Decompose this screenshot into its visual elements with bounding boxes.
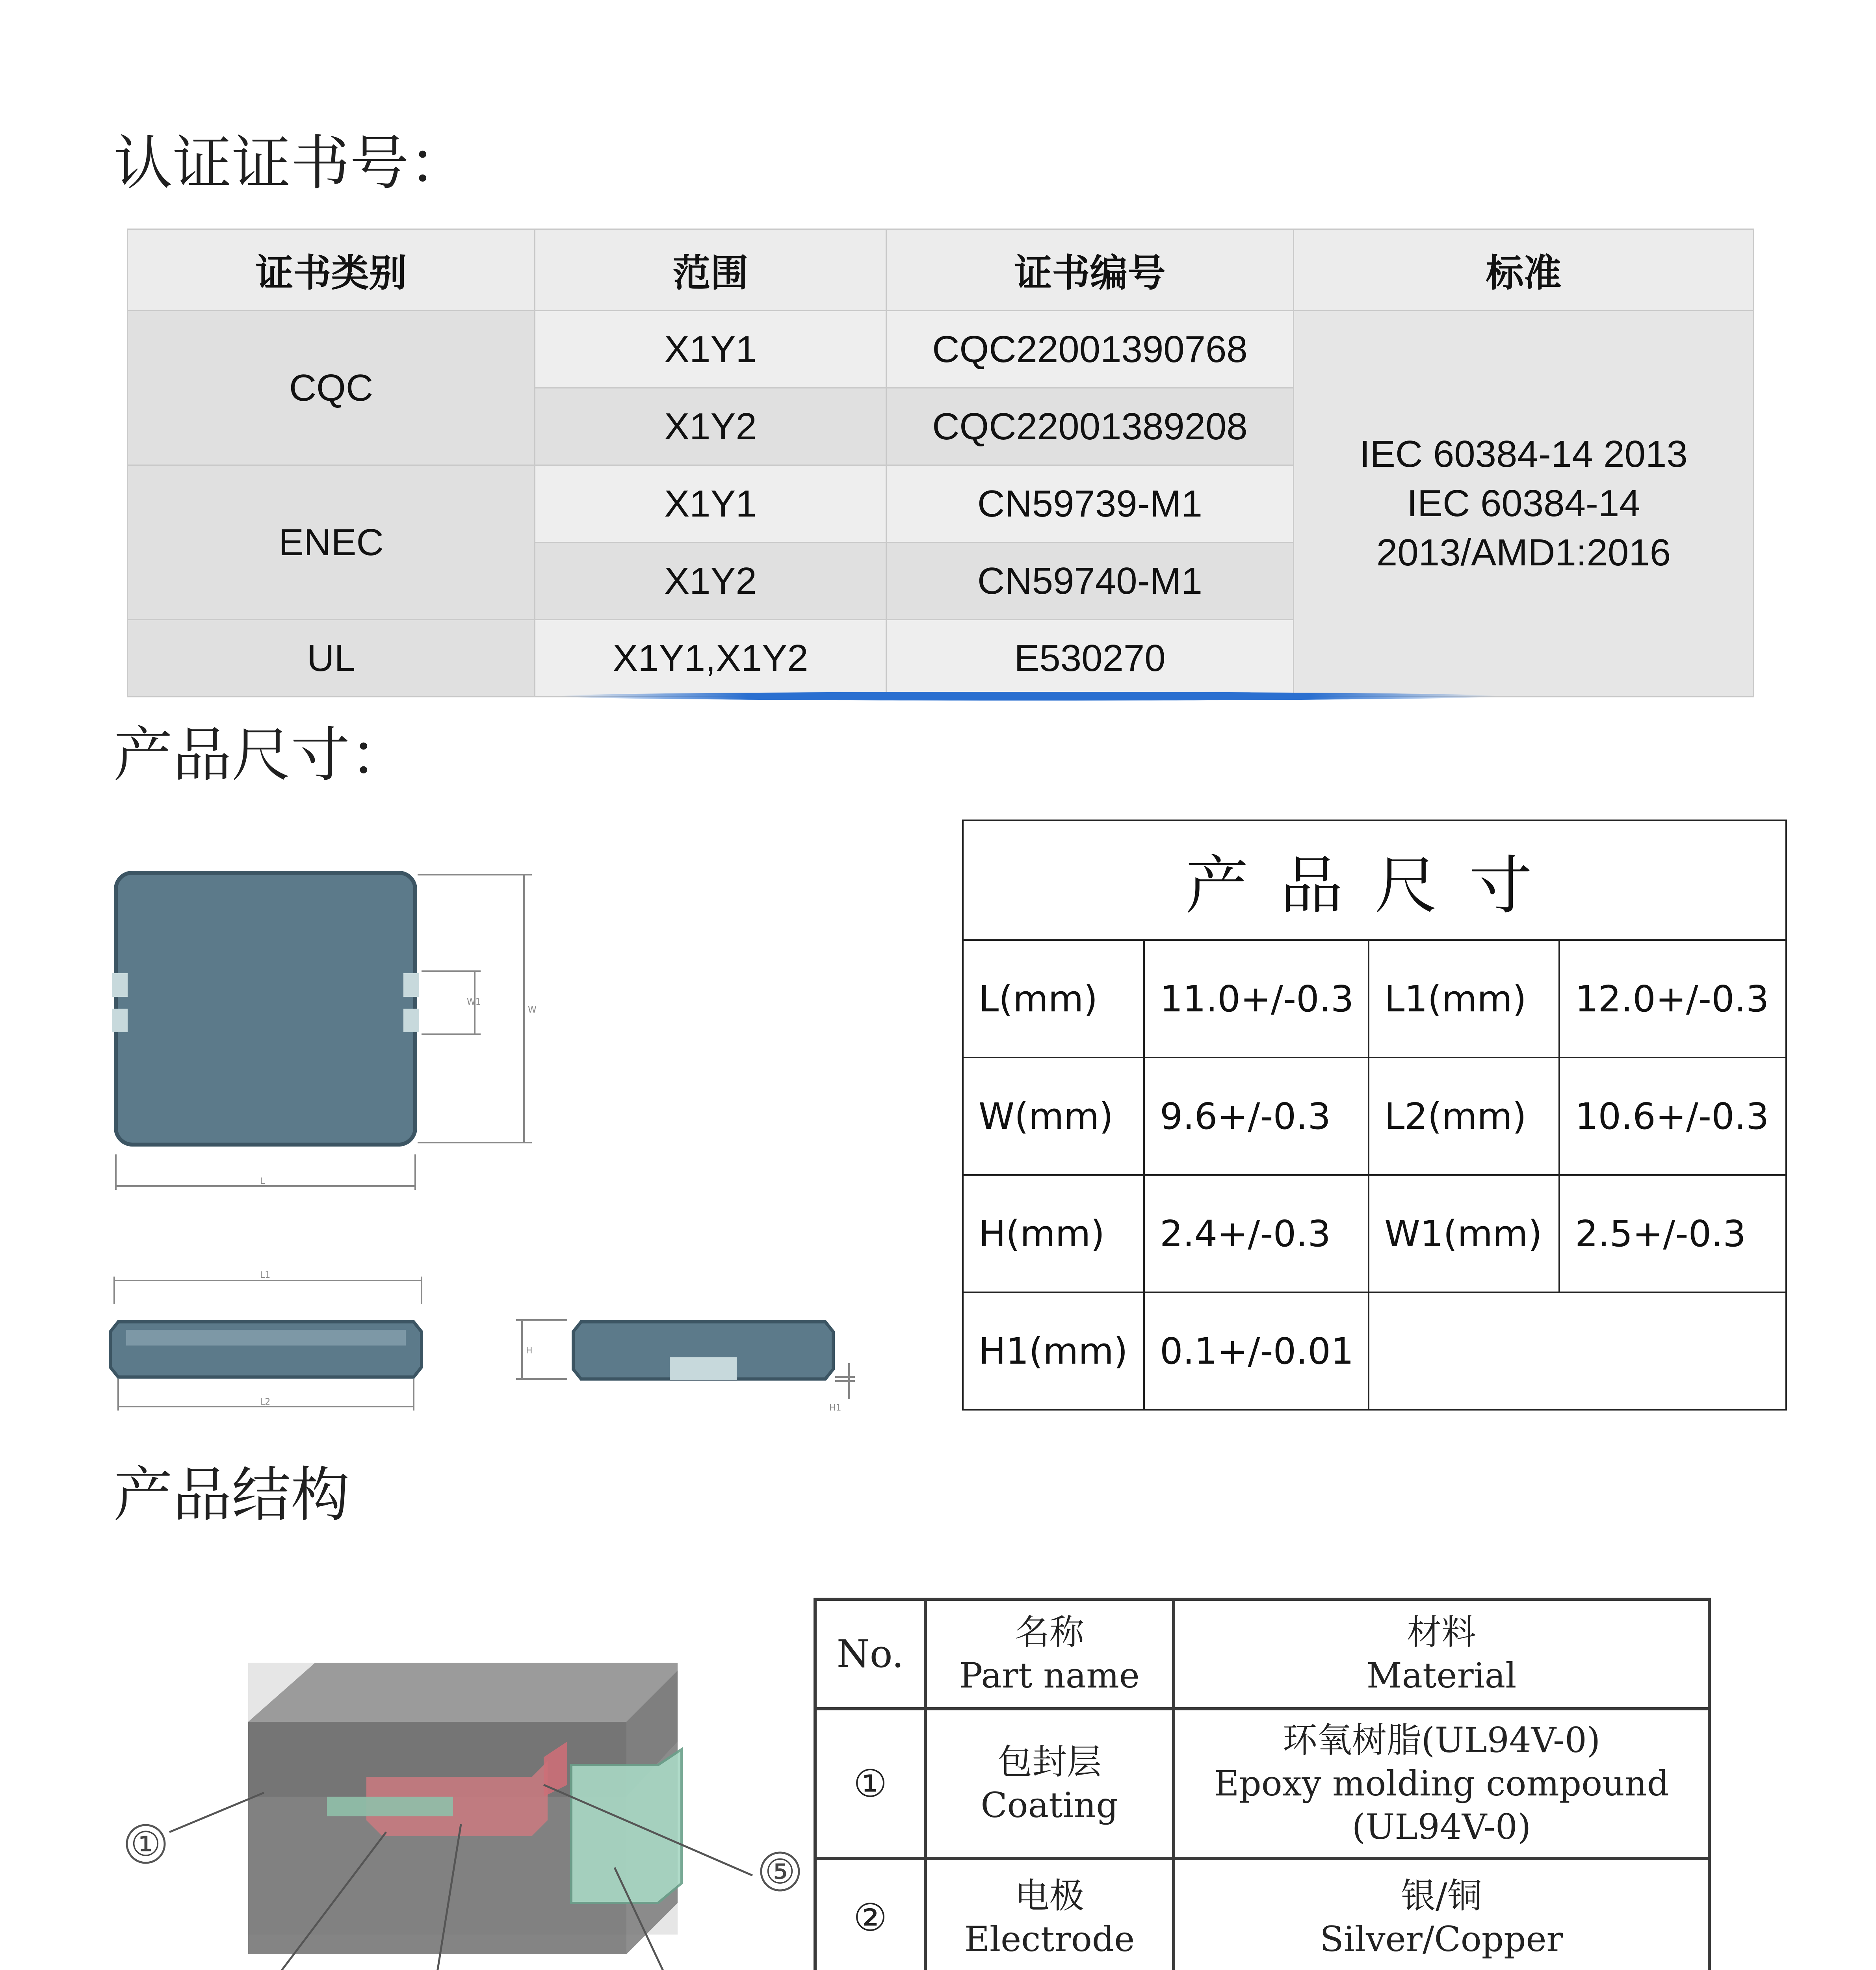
dim-param: W1(mm) [1369,1175,1559,1292]
dim-value: 2.5+/-0.3 [1559,1175,1786,1292]
parts-header-no: No. [815,1599,925,1709]
cert-number: CN59740-M1 [886,543,1294,620]
dimension-row [963,1057,1786,1175]
cert-row [128,311,1754,388]
part-name-en: Coating [981,1785,1118,1825]
dimension-table-title: 产品尺寸 [963,820,1786,940]
cert-header-type: 证书类别 [128,229,535,311]
part-name-en: Electrode [964,1919,1135,1959]
dim-value: 2.4+/-0.3 [1144,1175,1369,1292]
dimension-row [963,940,1786,1057]
heading-product-structure: 产品结构 [113,1461,350,1530]
cert-header-standard: 标准 [1294,229,1754,311]
dim-value: 0.1+/-0.01 [1144,1292,1369,1410]
cert-number: CQC22001390768 [886,311,1294,388]
cert-standard-line: 2013/AMD1:2016 [1376,531,1671,574]
parts-header-name-en: Part name [959,1655,1140,1696]
part-material-line: 环氧树脂(UL94V-0) [1282,1720,1601,1760]
parts-header-name [925,1599,1174,1709]
part-name-cn: 电极 [1014,1875,1084,1916]
heading-product-size: 产品尺寸： [113,721,409,790]
callout-5: ⑤ [765,1852,795,1892]
cert-number: E530270 [886,620,1294,697]
dim-param: L1(mm) [1369,940,1559,1057]
dim-param: W(mm) [963,1057,1144,1175]
dim-value: 11.0+/-0.3 [1144,940,1369,1057]
part-name-cn: 包封层 [997,1741,1101,1782]
decorative-blue-stripe [559,692,1497,701]
part-material [1174,1858,1709,1970]
dim-param: L(mm) [963,940,1144,1057]
part-material-line: Epoxy molding compound [1214,1763,1669,1804]
cert-scope: X1Y2 [535,543,886,620]
cert-number: CN59739-M1 [886,465,1294,543]
cert-header-number: 证书编号 [886,229,1294,311]
cert-header-scope: 范围 [535,229,886,311]
dimension-table [962,820,1787,1411]
structure-illustration [106,1647,815,1970]
cert-number: CQC22001389208 [886,388,1294,465]
cert-standard-line: IEC 60384-14 2013 [1360,433,1688,476]
dim-label-l2: L2 [260,1397,271,1407]
parts-header-row [815,1599,1709,1709]
dim-label-w: W [528,1005,537,1015]
cert-scope: X1Y1,X1Y2 [535,620,886,697]
part-no: ② [815,1858,925,1970]
parts-row [815,1858,1709,1970]
part-material-line: 银/铜 [1401,1875,1482,1916]
part-name [925,1709,1174,1858]
part-material-line: Silver/Copper [1320,1919,1563,1959]
side-view-drawing [110,1270,422,1411]
part-material [1174,1709,1709,1858]
dimension-row [963,1175,1786,1292]
cert-header-row [128,229,1754,311]
cert-scope: X1Y1 [535,465,886,543]
dim-label-h: H [526,1346,533,1356]
parts-header-material-en: Material [1366,1655,1517,1696]
dimension-drawings [106,820,914,1434]
dim-param: L2(mm) [1369,1057,1559,1175]
cert-type-enec: ENEC [128,465,535,620]
dim-label-h1: H1 [829,1403,841,1413]
dim-param: H1(mm) [963,1292,1144,1410]
cert-type-cqc: CQC [128,311,535,465]
parts-row [815,1709,1709,1858]
cert-scope: X1Y2 [535,388,886,465]
certificate-table [127,229,1754,697]
cert-standard [1294,311,1754,697]
part-no: ① [815,1709,925,1858]
dimension-row [963,1292,1786,1410]
cert-standard-line: IEC 60384-14 [1407,482,1640,525]
parts-table [814,1598,1711,1970]
dim-label-l1: L1 [260,1270,271,1280]
callout-1: ① [130,1825,161,1864]
parts-header-name-cn: 名称 [1014,1612,1084,1652]
dim-label-w1: W1 [467,997,481,1007]
parts-header-material-cn: 材料 [1406,1612,1476,1652]
dim-label-l: L [260,1176,265,1186]
cert-type-ul: UL [128,620,535,697]
end-view-drawing [516,1320,855,1413]
part-name [925,1858,1174,1970]
cert-scope: X1Y1 [535,311,886,388]
part-material-line: (UL94V-0) [1352,1806,1531,1847]
dim-empty-cell [1369,1292,1786,1410]
top-view-drawing [112,873,537,1190]
dim-value: 12.0+/-0.3 [1559,940,1786,1057]
heading-certificate: 认证证书号： [113,129,468,198]
dim-param: H(mm) [963,1175,1144,1292]
dim-value: 9.6+/-0.3 [1144,1057,1369,1175]
parts-header-material [1174,1599,1709,1709]
dim-value: 10.6+/-0.3 [1559,1057,1786,1175]
